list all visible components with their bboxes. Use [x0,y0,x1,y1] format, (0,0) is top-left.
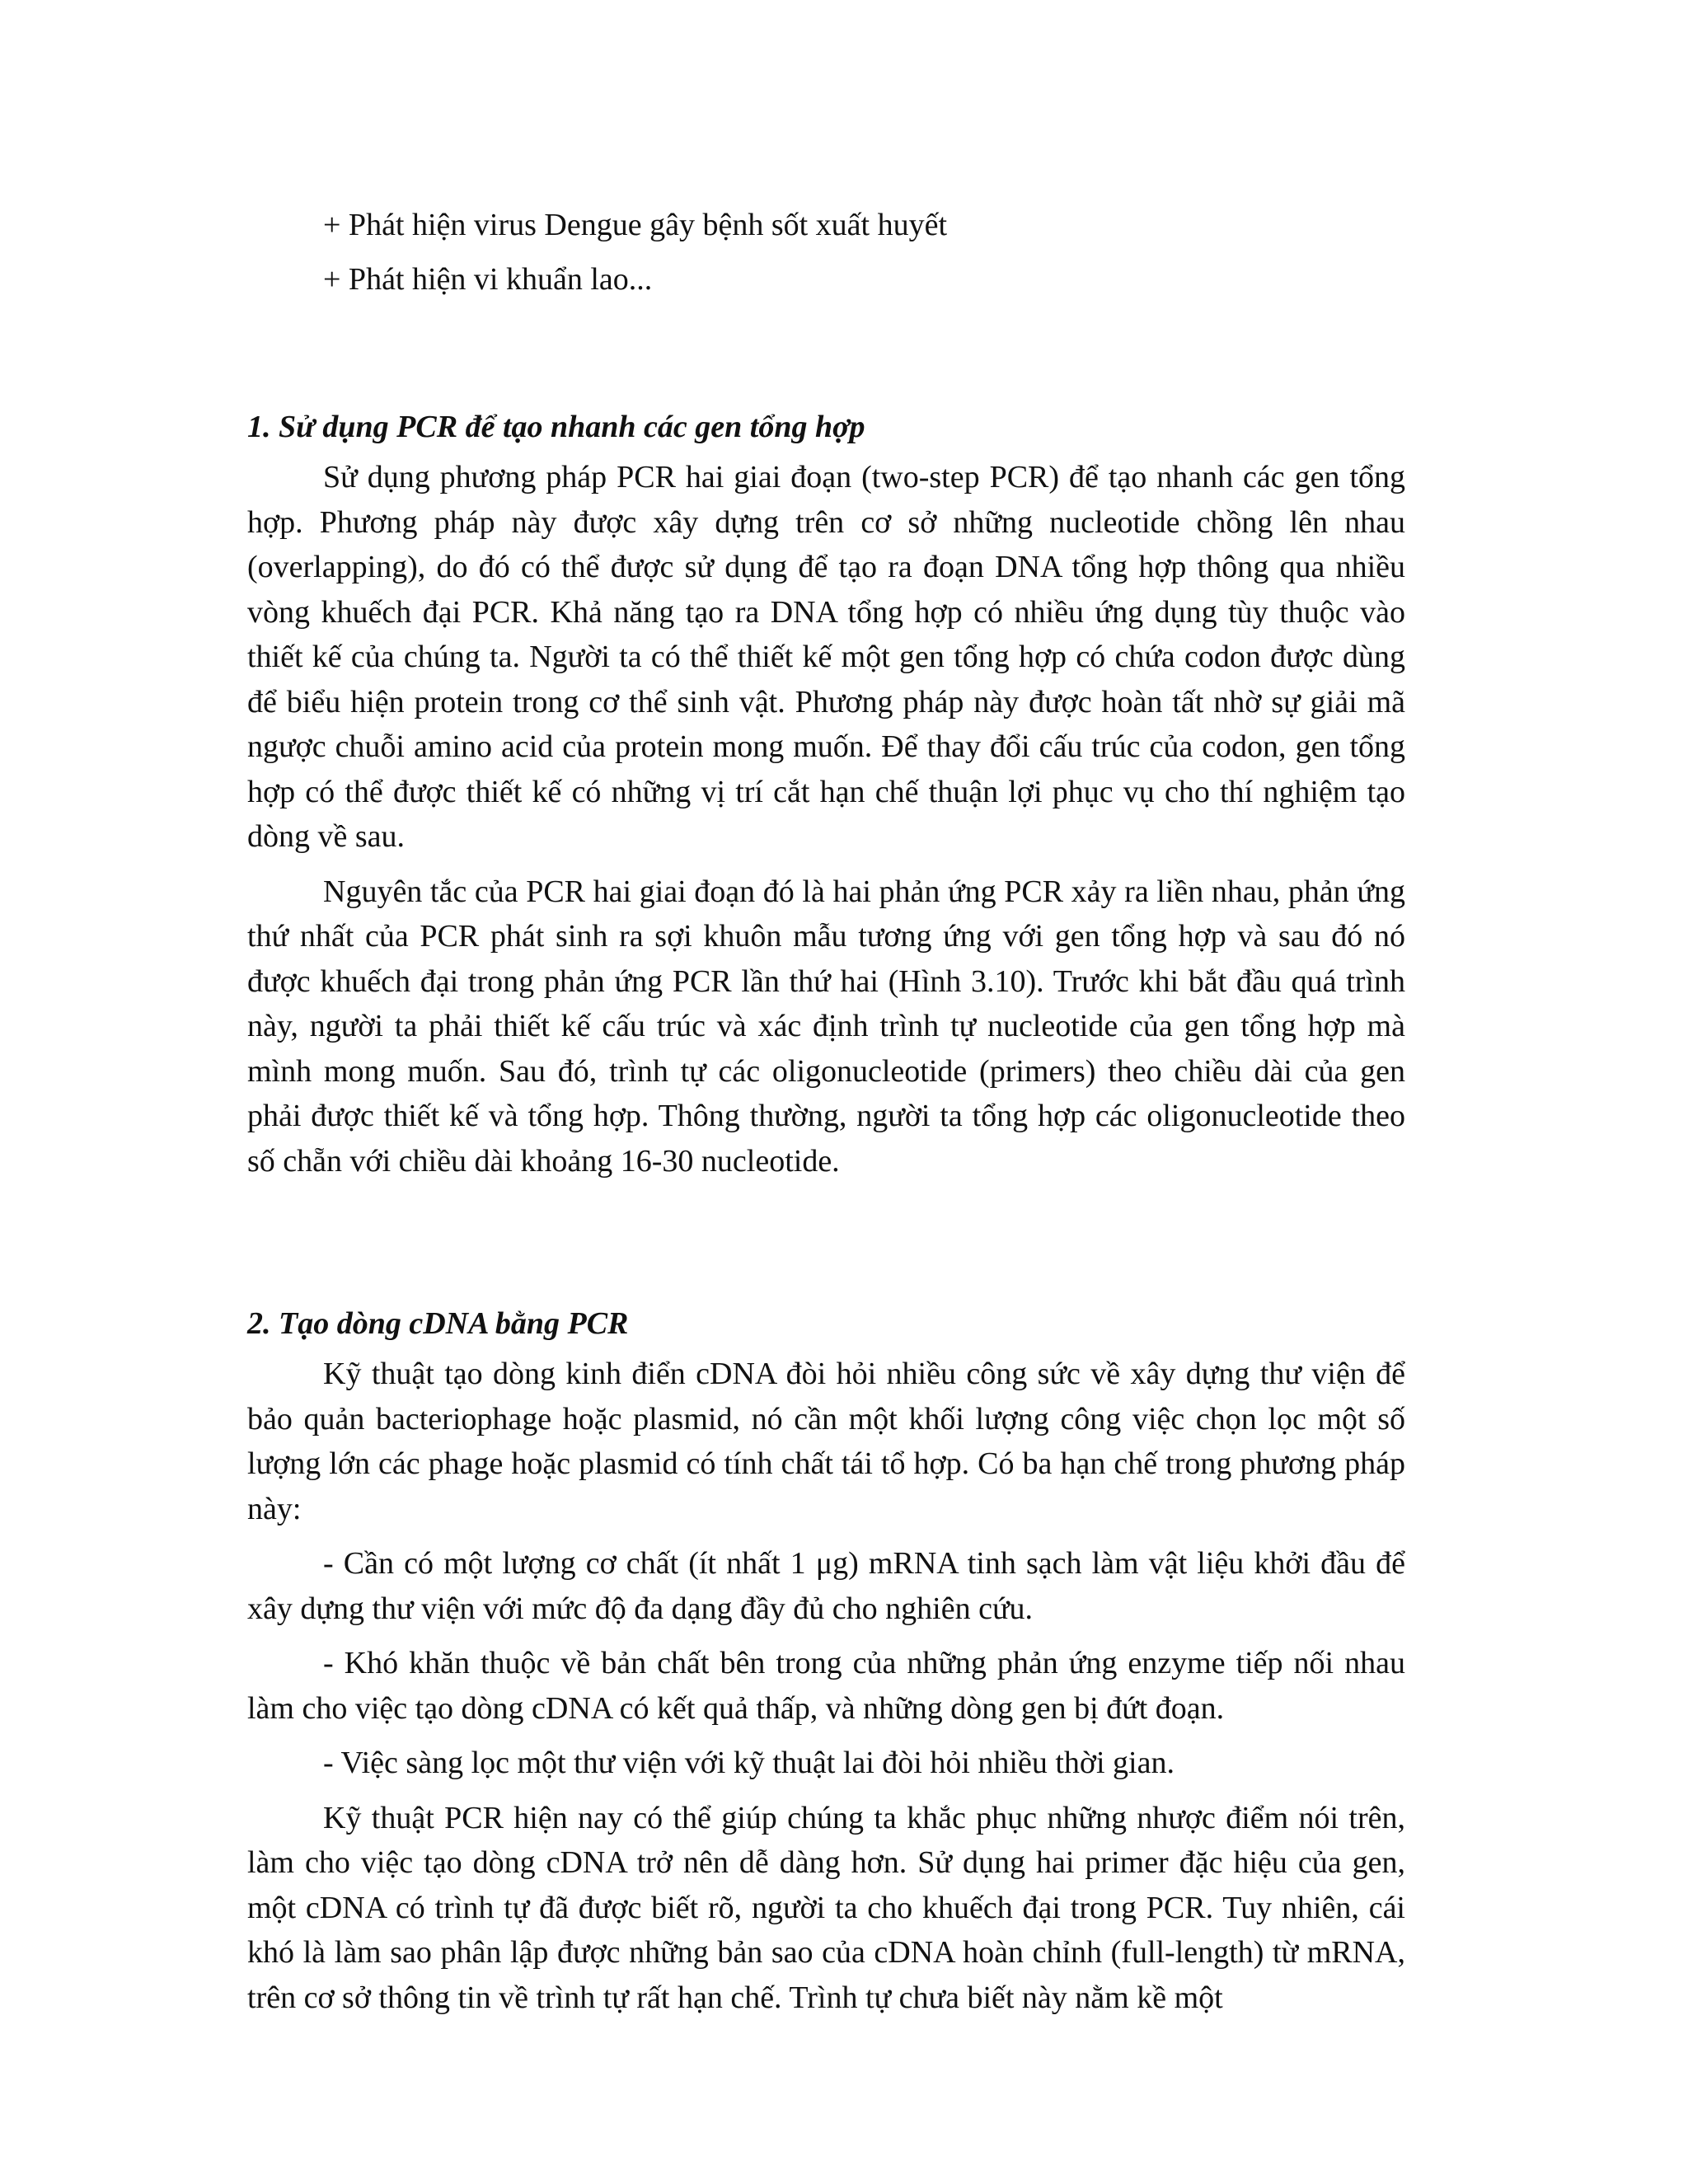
section-1-paragraph-2: Nguyên tắc của PCR hai giai đoạn đó là hai phản ứng PCR xảy ra liền nhau, phản ứng thứ nhất của PCR phát sinh ra sợi khuôn mẫu tương ứng với gen tổng hợp và sau đó nó được khuếch đại trong phản ứng PCR lần thứ hai (Hình 3.10). Trước khi bắt đầu quá trình này, người ta phải thiết kế cấu trúc và xác định trình tự nucleotide của gen tổng hợp mà mình mong muốn. Sau đó, trình tự các oligonucleotide (primers) theo chiều dài của gen phải được thiết kế và tổng hợp. Thông thường, người ta tổng hợp các oligonucleotide theo số chẵn với chiều dài khoảng 16-30 nucleotide. [247,874,1405,1179]
section-2-heading: 2. Tạo dòng cDNA bằng PCR [247,1306,629,1341]
section-2-limitation-2: - Khó khăn thuộc về bản chất bên trong của những phản ứng enzyme tiếp nối nhau làm cho việc tạo dòng cDNA có kết quả thấp, và những dòng gen bị đứt đoạn. [247,1646,1405,1726]
section-1-paragraph-1: Sử dụng phương pháp PCR hai giai đoạn (two-step PCR) để tạo nhanh các gen tổng hợp. Phương pháp này được xây dựng trên cơ sở những nucleotide chồng lên nhau (overlapping), do đó có thể được sử dụng để tạo ra đoạn DNA tổng hợp thông qua nhiều vòng khuếch đại PCR. Khả năng tạo ra DNA tổng hợp có nhiều ứng dụng tùy thuộc vào thiết kế của chúng ta. Người ta có thể thiết kế một gen tổng hợp có chứa codon được dùng để biểu hiện protein trong cơ thể sinh vật. Phương pháp này được hoàn tất nhờ sự giải mã ngược chuỗi amino acid của protein mong muốn. Để thay đổi cấu trúc của codon, gen tổng hợp có thể được thiết kế có những vị trí cắt hạn chế thuận lợi phục vụ cho thí nghiệm tạo dòng về sau. [247,460,1405,854]
intro-item-tuberculosis: + Phát hiện vi khuẩn lao... [323,262,653,297]
section-2-paragraph-2: Kỹ thuật PCR hiện nay có thể giúp chúng ta khắc phục những nhược điểm nói trên, làm cho việc tạo dòng cDNA trở nên dễ dàng hơn. Sử dụng hai primer đặc hiệu của gen, một cDNA có trình tự đã được biết rõ, người ta cho khuếch đại trong PCR. Tuy nhiên, cái khó là làm sao phân lập được những bản sao của cDNA hoàn chỉnh (full-length) từ mRNA, trên cơ sở thông tin về trình tự rất hạn chế. Trình tự chưa biết này nằm kề một [247,1800,1405,2015]
section-2-limitation-1: - Cần có một lượng cơ chất (ít nhất 1 μg) mRNA tinh sạch làm vật liệu khởi đầu để xây dựng thư viện với mức độ đa dạng đầy đủ cho nghiên cứu. [247,1546,1405,1626]
section-2-paragraph-1: Kỹ thuật tạo dòng kinh điển cDNA đòi hỏi nhiều công sức về xây dựng thư viện để bảo quản bacteriophage hoặc plasmid, nó cần một khối lượng công việc chọn lọc một số lượng lớn các phage hoặc plasmid có tính chất tái tổ hợp. Có ba hạn chế trong phương pháp này: [247,1357,1405,1526]
spacer [247,307,1405,404]
section-1-heading: 1. Sử dụng PCR để tạo nhanh các gen tổng hợp [247,410,865,444]
intro-item-dengue: + Phát hiện virus Dengue gây bệnh sốt xuất huyết [323,208,948,242]
section-2-limitation-3: - Việc sàng lọc một thư viện với kỹ thuật lai đòi hỏi nhiều thời gian. [323,1746,1175,1780]
spacer [247,1193,1405,1301]
document-page [247,198,1405,2030]
